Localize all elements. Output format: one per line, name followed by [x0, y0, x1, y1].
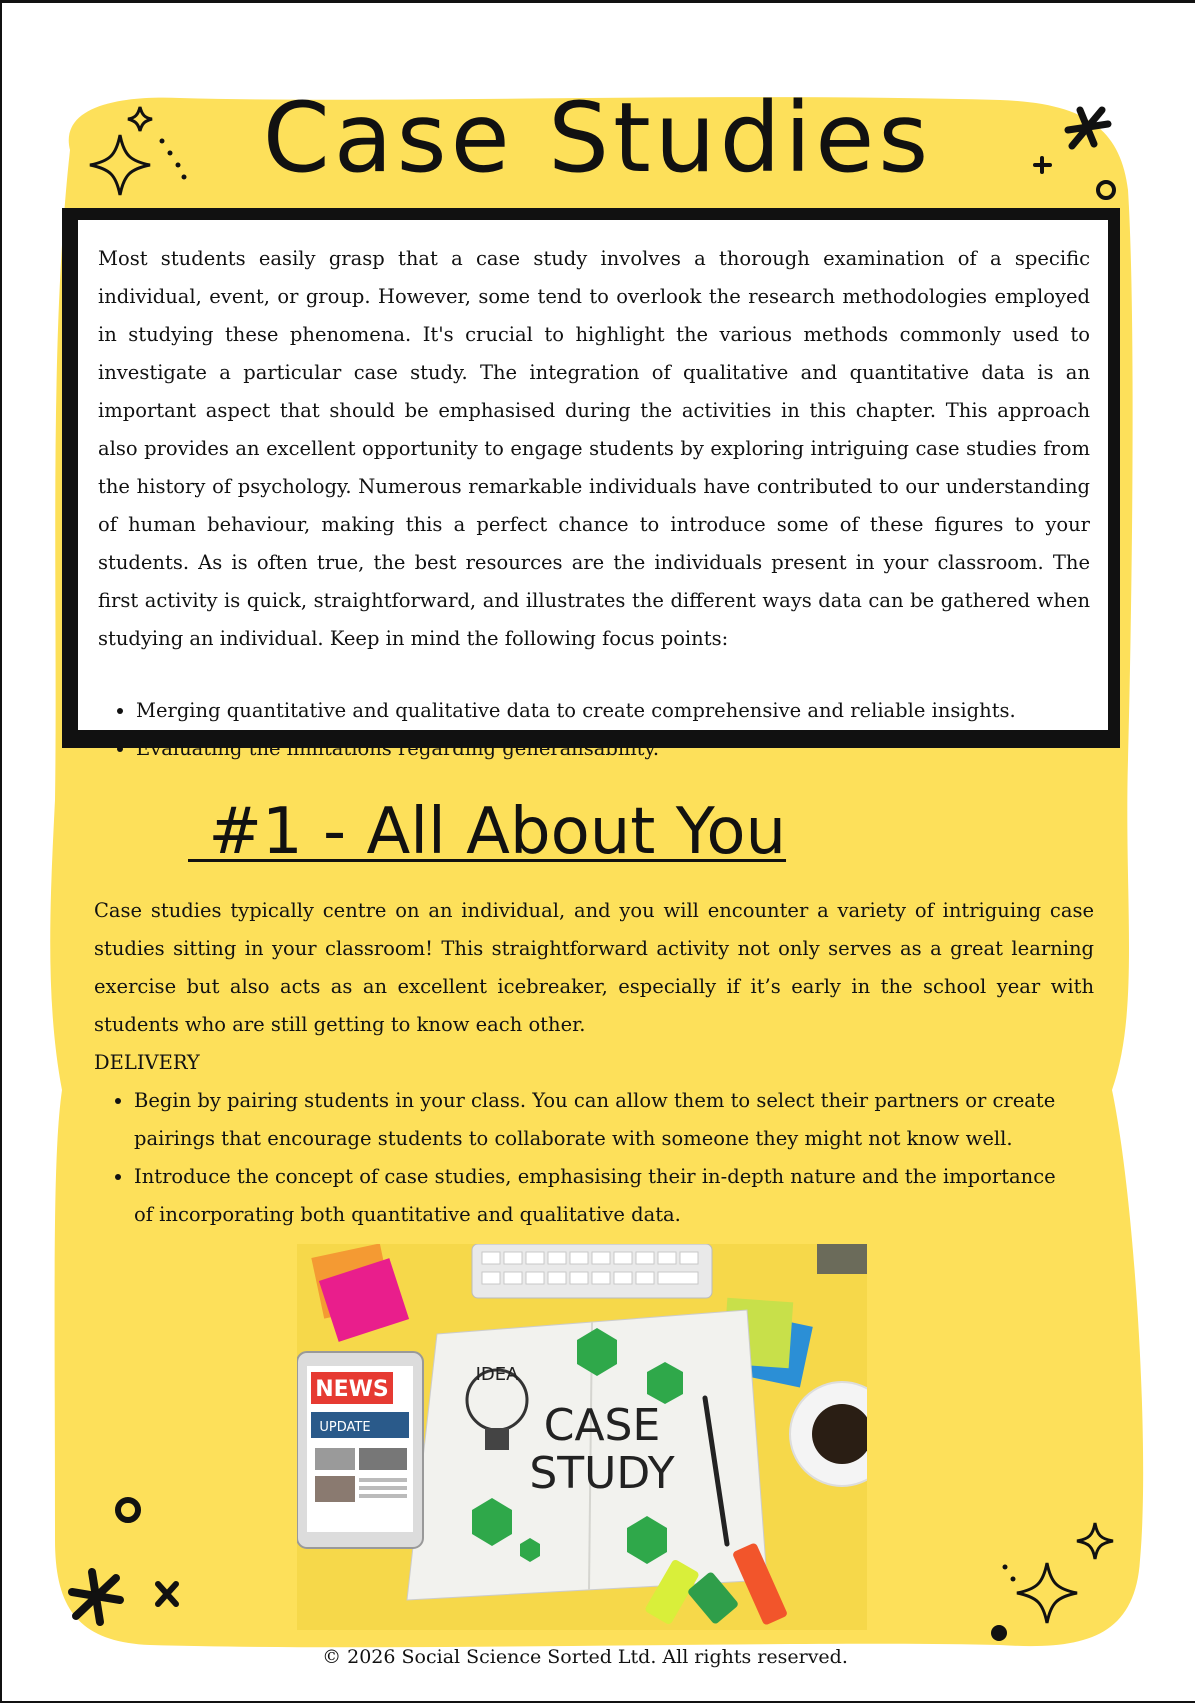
- sparkle-doodle-bottom-right: [985, 1515, 1135, 1655]
- doodles-bottom-left: [60, 1480, 210, 1640]
- case-study-illustration: [297, 1244, 867, 1630]
- page-title: Case Studies: [262, 82, 933, 194]
- focus-points-list: [98, 692, 1090, 768]
- idea-label: IDEA: [475, 1364, 519, 1385]
- focus-point: • Merging quantitative and qualitative data to create comprehensive and reliable insights.: [136, 692, 1090, 730]
- news-label: NEWS: [315, 1377, 389, 1402]
- delivery-label: DELIVERY: [94, 1051, 200, 1074]
- intro-paragraph: Most students easily grasp that a case study involves a thorough examination of a specific individual, event, or group. However, some tend to overlook the research methodologies employed in studying these phenomena. It's crucial to highlight the various methods commonly used to investigate a particular case study. The integration of qualitative and quantitative data is an important aspect that should be emphasised during the activities in this chapter. This approach also provides an excellent opportunity to engage students by exploring intriguing case studies from the history of psychology. Numerous remarkable individuals have contributed to our understanding of human behaviour, making this a perfect chance to introduce some of these figures to your students. As is often true, the best resources are the individuals present in your classroom. The first activity is quick, straightforward, and illustrates the different ways data can be gathered when studying an individual. Keep in mind the following focus points:: [98, 247, 1090, 650]
- activity-heading: #1 - All About You: [188, 795, 787, 869]
- intro-box: [62, 208, 1120, 760]
- delivery-item: • Introduce the concept of case studies, emphasising their in-depth nature and the importance of incorporating both quantitative and qualitative data.: [134, 1158, 1079, 1234]
- delivery-list: [94, 1082, 1079, 1234]
- study-label: STUDY: [529, 1448, 675, 1499]
- case-label: CASE: [543, 1400, 661, 1451]
- copyright-footer: © 2026 Social Science Sorted Ltd. All rights reserved.: [322, 1646, 848, 1668]
- activity-body: Case studies typically centre on an individual, and you will encounter a variety of intriguing case studies sitting in your classroom! This straightforward activity not only serves as a great learning exercise but also acts as an excellent icebreaker, especially if it’s early in the school year with students who are still getting to know each other.: [94, 899, 1094, 1036]
- focus-point: • Evaluating the limitations regarding generalisability.: [136, 730, 1090, 768]
- update-label: UPDATE: [319, 1420, 371, 1435]
- delivery-item: • Begin by pairing students in your class. You can allow them to select their partners or create pairings that encourage students to collaborate with someone they might not know well.: [134, 1082, 1079, 1158]
